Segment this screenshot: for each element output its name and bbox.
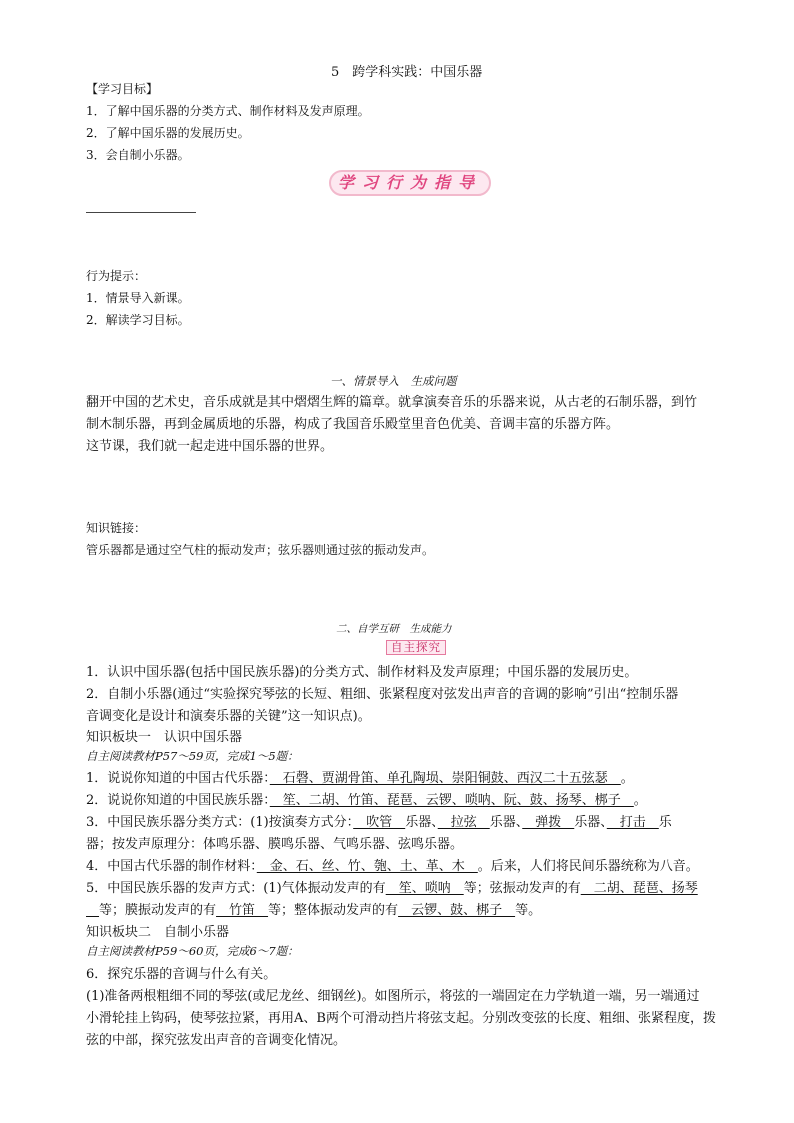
hints-heading: 行为提示：: [86, 269, 147, 283]
question-label: 2．说说你知道的中国民族乐器：: [86, 793, 270, 808]
question-label: 1．说说你知道的中国古代乐器：: [86, 771, 270, 786]
task-item: 音调变化是设计和演奏乐器的关键”这一知识点)。: [86, 709, 371, 724]
experiment-paragraph: (1)准备两根粗细不同的琴弦(或尼龙丝、细钢丝)。如图所示，将弦的一端固定在力学轨道一端，另一端通过: [86, 989, 700, 1004]
question-5-cont: 等；膜振动发声的有 竹笛 等；整体振动发声的有 云锣、鼓、梆子 等。: [86, 899, 541, 918]
knowledge-heading: 知识链接：: [86, 521, 147, 535]
experiment-paragraph: 小滑轮挂上钩码，使琴弦拉紧，再用A、B两个可滑动挡片将弦支起。分别改变弦的长度、粗细、张紧程度，拨: [86, 1011, 716, 1026]
page-title: 5 跨学科实践：中国乐器: [331, 65, 483, 80]
section2-heading: 二、自学互研 生成能力: [336, 623, 452, 635]
question-5: 5．中国民族乐器的发声方式：(1)气体振动发声的有 笙、唢呐 等；弦振动发声的有 二胡、琵琶、扬琴: [86, 881, 698, 896]
task-item: 2．自制小乐器(通过“实验探究琴弦的长短、粗细、张紧程度对弦发出声音的音调的影响”引出“控制乐器: [86, 687, 679, 702]
reading-instruction: 自主阅读教材P57～59页，完成1～5题：: [86, 749, 299, 763]
answer: 二胡、琵琶、扬琴: [580, 881, 698, 896]
answer: 笙、二胡、竹笛、琵琶、云锣、唢呐、阮、鼓、扬琴、梆子: [269, 793, 634, 808]
question-1: 1．说说你知道的中国古代乐器： 石磬、贾湖骨笛、单孔陶埙、崇阳铜鼓、西汉二十五弦瑟 。: [86, 771, 634, 786]
block2-heading: 知识板块二 自制小乐器: [86, 925, 230, 940]
reading-instruction: 自主阅读教材P59～60页，完成6～7题：: [86, 944, 299, 958]
question-label: 4．中国古代乐器的制作材料：: [86, 859, 257, 874]
answer: 拉弦: [437, 815, 490, 830]
question-3-cont: 器；按发声原理分：体鸣乐器、膜鸣乐器、气鸣乐器、弦鸣乐器。: [86, 837, 464, 852]
question-6: 6．探究乐器的音调与什么有关。: [86, 967, 277, 982]
answer: 竹笛: [216, 903, 269, 918]
answer: 吹管: [353, 815, 406, 830]
section1-heading: 一、情景导入 生成问题: [330, 374, 457, 388]
answer: 石磬、贾湖骨笛、单孔陶埙、崇阳铜鼓、西汉二十五弦瑟: [269, 771, 621, 786]
answer: 云锣、鼓、梆子: [398, 903, 516, 918]
intro-paragraph: 制木制乐器，再到金属质地的乐器，构成了我国音乐殿堂里音色优美、音调丰富的乐器方阵。: [86, 417, 620, 432]
goal-item: 2．了解中国乐器的发展历史。: [86, 126, 250, 140]
answer: 弹拨: [522, 815, 575, 830]
question-4: 4．中国古代乐器的制作材料： 金、石、丝、竹、匏、土、革、木 。后来，人们将民间乐器统称为八音。: [86, 859, 699, 874]
hint-item: 1．情景导入新课。: [86, 291, 190, 305]
question-label: 3．中国民族乐器分类方式：(1)按演奏方式分：: [86, 815, 354, 830]
hint-item: 2．解读学习目标。: [86, 313, 190, 327]
guidance-banner: 学习行为指导: [329, 170, 491, 196]
goal-item: 1．了解中国乐器的分类方式、制作材料及发声原理。: [86, 104, 370, 118]
question-2: 2．说说你知道的中国民族乐器： 笙、二胡、竹笛、琵琶、云锣、唢呐、阮、鼓、扬琴、梆子 。: [86, 793, 647, 808]
goals-heading: 【学习目标】: [86, 82, 159, 96]
answer: 金、石、丝、竹、匏、土、革、木: [256, 859, 478, 874]
experiment-paragraph: 弦的中部，探究弦发出声音的音调变化情况。: [86, 1033, 347, 1048]
intro-paragraph: 这节课，我们就一起走进中国乐器的世界。: [86, 439, 334, 454]
answer: 打击: [606, 815, 659, 830]
answer: 笙、唢呐: [385, 881, 464, 896]
divider: [86, 212, 196, 213]
goal-item: 3．会自制小乐器。: [86, 148, 190, 162]
question-3: 3．中国民族乐器分类方式：(1)按演奏方式分： 吹管 乐器、 拉弦 乐器、 弹拨 乐器、 打击 乐: [86, 815, 672, 830]
block1-heading: 知识板块一 认识中国乐器: [86, 730, 243, 745]
question-label: 5．中国民族乐器的发声方式：(1)气体振动发声的有: [86, 881, 386, 896]
knowledge-text: 管乐器都是通过空气柱的振动发声；弦乐器则通过弦的振动发声。: [86, 543, 435, 557]
answer: [86, 903, 99, 918]
intro-paragraph: 翻开中国的艺术史，音乐成就是其中熠熠生辉的篇章。就拿演奏音乐的乐器来说，从古老的石制乐器，到竹: [86, 395, 698, 410]
self-study-badge: 自主探究: [386, 640, 446, 655]
task-item: 1．认识中国乐器(包括中国民族乐器)的分类方式、制作材料及发声原理；中国乐器的发展历史。: [86, 665, 638, 680]
